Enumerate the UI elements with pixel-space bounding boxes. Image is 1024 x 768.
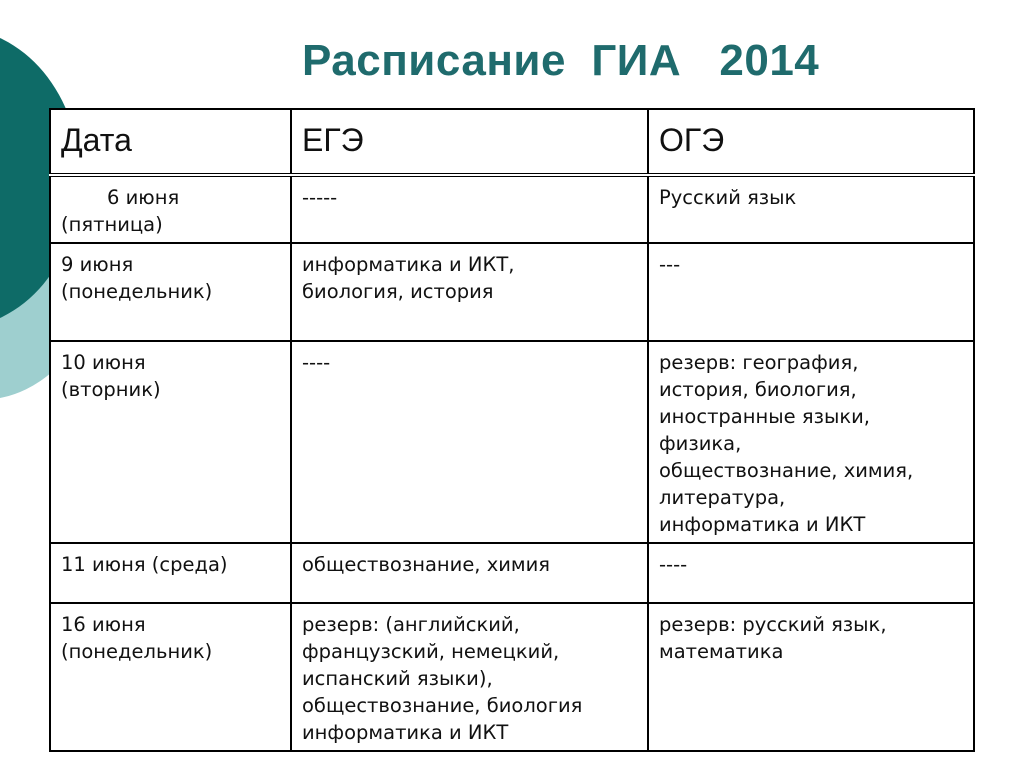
ege-cell: информатика и ИКТ, биология, история bbox=[291, 243, 648, 341]
ege-cell: обществознание, химия bbox=[291, 543, 648, 603]
header-ege: ЕГЭ bbox=[291, 109, 648, 175]
slide-title: Расписание ГИА 2014 bbox=[302, 36, 820, 85]
table-header-row bbox=[50, 109, 974, 175]
date-cell: 11 июня (среда) bbox=[50, 543, 291, 603]
date-cell: 16 июня (понедельник) bbox=[50, 603, 291, 751]
ege-cell: ----- bbox=[291, 175, 648, 243]
date-day: 6 июня bbox=[107, 186, 180, 209]
table-row bbox=[50, 175, 974, 243]
oge-cell: резерв: география, история, биология, иностранные языки, физика, обществознание, химия, литература, информатика и ИКТ bbox=[648, 341, 974, 543]
oge-cell: --- bbox=[648, 243, 974, 341]
date-weekday: (пятница) bbox=[61, 213, 163, 236]
oge-cell: резерв: русский язык, математика bbox=[648, 603, 974, 751]
oge-cell: ---- bbox=[648, 543, 974, 603]
ege-cell: резерв: (английский, французский, немецкий, испанский языки), обществознание, биология информатика и ИКТ bbox=[291, 603, 648, 751]
date-cell bbox=[50, 175, 291, 243]
table-row bbox=[50, 543, 974, 603]
date-cell: 9 июня (понедельник) bbox=[50, 243, 291, 341]
date-cell: 10 июня (вторник) bbox=[50, 341, 291, 543]
oge-cell: Русский язык bbox=[648, 175, 974, 243]
ege-cell: ---- bbox=[291, 341, 648, 543]
schedule-table bbox=[49, 108, 975, 752]
table-row bbox=[50, 341, 974, 543]
table-row bbox=[50, 603, 974, 751]
header-date: Дата bbox=[50, 109, 291, 175]
header-oge: ОГЭ bbox=[648, 109, 974, 175]
table-row bbox=[50, 243, 974, 341]
